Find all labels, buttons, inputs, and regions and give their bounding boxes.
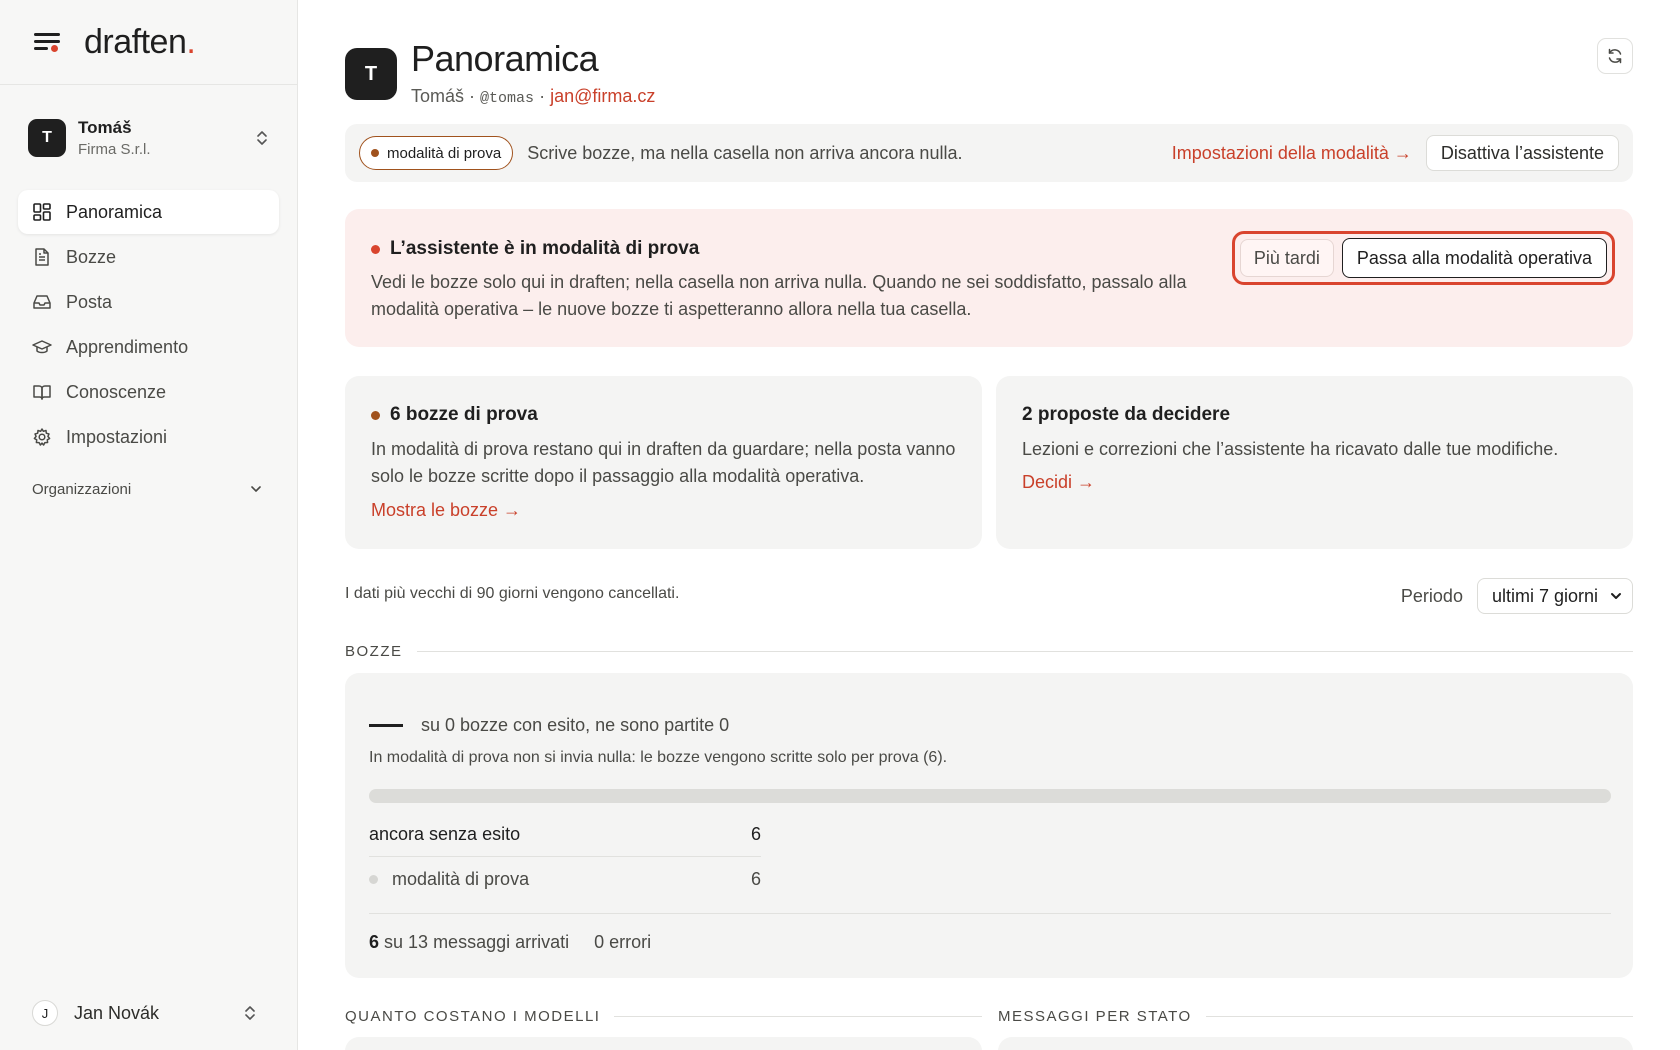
proposals-card <box>996 376 1633 549</box>
alert-title: L’assistente è in modalità di prova <box>371 238 699 260</box>
chevron-updown-icon <box>255 128 269 148</box>
chevron-updown-icon <box>243 1003 257 1023</box>
model-costs-card <box>345 1037 982 1050</box>
sidebar <box>0 0 298 1050</box>
sidebar-item-posta[interactable] <box>18 280 279 324</box>
drafts-summary: su 0 bozze con esito, ne sono partite 0 <box>369 715 729 736</box>
drafts-panel <box>345 673 1633 978</box>
page-header <box>345 0 1633 120</box>
show-drafts-link[interactable]: Mostra le bozze → <box>371 500 522 520</box>
sidebar-item-impostazioni[interactable] <box>18 415 279 459</box>
inbox-icon <box>32 292 52 312</box>
divider <box>369 913 1611 914</box>
mode-description: Scrive bozze, ma nella casella non arriva ancora nulla. <box>527 142 963 163</box>
organizations-label: Organizzazioni <box>32 480 132 498</box>
refresh-button[interactable] <box>1597 38 1633 74</box>
disable-assistant-button[interactable]: Disattiva l’assistente <box>1426 135 1619 171</box>
row-value: 6 <box>750 824 761 844</box>
drafts-footer <box>369 932 651 953</box>
mode-settings-link[interactable]: Impostazioni della modalità → <box>1171 142 1412 163</box>
trial-mode-alert <box>345 209 1633 347</box>
sidebar-item-label: Impostazioni <box>66 426 168 447</box>
period-label: Periodo <box>1400 585 1463 606</box>
arrived-text: su 13 messaggi arrivati <box>384 932 570 952</box>
row-label: modalità di prova <box>392 868 530 889</box>
dashboard-icon <box>32 202 52 222</box>
period-filter <box>1401 578 1633 614</box>
alert-actions <box>1232 231 1615 285</box>
user-name: Jan Novák <box>74 1002 160 1023</box>
sidebar-item-label: Apprendimento <box>66 336 189 357</box>
refresh-icon <box>1606 47 1624 65</box>
switch-to-live-mode-button[interactable]: Passa alla modalità operativa <box>1342 238 1607 278</box>
user-menu[interactable] <box>32 1000 257 1026</box>
account-switcher[interactable] <box>0 85 297 190</box>
document-icon <box>32 247 52 267</box>
sidebar-nav <box>0 190 297 459</box>
separator: · <box>469 86 476 106</box>
profile-handle: @tomas <box>480 90 535 107</box>
sidebar-item-label: Posta <box>66 291 113 312</box>
account-org: Firma S.r.l. <box>78 140 151 158</box>
status-dot <box>371 245 380 254</box>
row-label: ancora senza esito <box>369 824 521 844</box>
later-button[interactable]: Più tardi <box>1240 239 1334 277</box>
errors-text: 0 errori <box>594 932 652 952</box>
mode-bar <box>345 124 1633 182</box>
chevron-down-icon <box>249 482 263 496</box>
separator: · <box>539 86 546 106</box>
sidebar-item-apprendimento[interactable] <box>18 325 279 369</box>
user-avatar: J <box>32 1000 58 1026</box>
sidebar-item-conoscenze[interactable] <box>18 370 279 414</box>
sidebar-item-label: Conoscenze <box>66 381 167 402</box>
profile-email-link[interactable]: jan@firma.cz <box>550 86 656 106</box>
sidebar-item-bozze[interactable] <box>18 235 279 279</box>
section-label-messages-by-state: MESSAGGI PER STATO <box>998 1008 1633 1025</box>
organizations-toggle[interactable] <box>0 469 297 509</box>
sidebar-item-panoramica[interactable] <box>18 190 279 234</box>
card-title: 2 proposte da decidere <box>1022 404 1231 425</box>
legend-dash <box>369 724 403 727</box>
drafts-note: In modalità di prova non si invia nulla: le bozze vengono scritte solo per prova (6). <box>369 749 948 766</box>
card-text: Lezioni e correzioni che l’assistente ha ricavato dalle tue modifiche. <box>1022 439 1559 459</box>
graduation-cap-icon <box>32 337 52 357</box>
messages-by-state-card <box>998 1037 1633 1050</box>
sent-progress-bar <box>369 789 1611 803</box>
account-name: Tomáš <box>78 117 132 137</box>
period-selected: ultimi 7 giorni <box>1491 585 1598 606</box>
main-content <box>345 0 1633 1050</box>
brand-bar <box>0 0 297 85</box>
profile-name: Tomáš <box>411 86 465 106</box>
account-avatar: T <box>28 119 66 157</box>
card-text: In modalità di prova restano qui in draften da guardare; nella posta vanno solo le bozze scritte dopo il passaggio alla modalità operativa. <box>371 439 956 486</box>
period-select[interactable] <box>1477 578 1633 614</box>
row-value: 6 <box>750 868 761 889</box>
trial-drafts-card <box>345 376 982 549</box>
section-label-model-costs: QUANTO COSTANO I MODELLI <box>345 1008 982 1025</box>
trial-mode-badge: modalità di prova <box>359 136 513 170</box>
sidebar-item-label: Bozze <box>66 246 117 267</box>
chevron-down-icon <box>1610 590 1622 602</box>
menu-icon[interactable] <box>34 32 60 52</box>
card-title: 6 bozze di prova <box>371 404 538 426</box>
gear-icon <box>32 427 52 447</box>
profile-subtitle <box>411 86 655 107</box>
book-icon <box>32 382 52 402</box>
sidebar-item-label: Panoramica <box>66 201 163 222</box>
logo[interactable]: draften. <box>84 22 196 61</box>
page-title: Panoramica <box>411 38 599 79</box>
decide-link[interactable]: Decidi → <box>1022 472 1096 492</box>
section-label-drafts: BOZZE <box>345 643 1633 660</box>
profile-avatar: T <box>345 48 397 100</box>
row-no-outcome <box>369 813 761 857</box>
legend-dot <box>369 875 378 884</box>
row-trial-mode <box>369 857 761 901</box>
alert-text: Vedi le bozze solo qui in draften; nella casella non arriva nulla. Quando ne sei soddisfatto, passalo alla modalità operativa – le nuove bozze ti aspetteranno allora nella tua casella. <box>371 272 1187 319</box>
status-dot <box>371 411 380 420</box>
retention-note: I dati più vecchi di 90 giorni vengono cancellati. <box>345 585 680 602</box>
arrived-count: 6 <box>369 932 380 952</box>
